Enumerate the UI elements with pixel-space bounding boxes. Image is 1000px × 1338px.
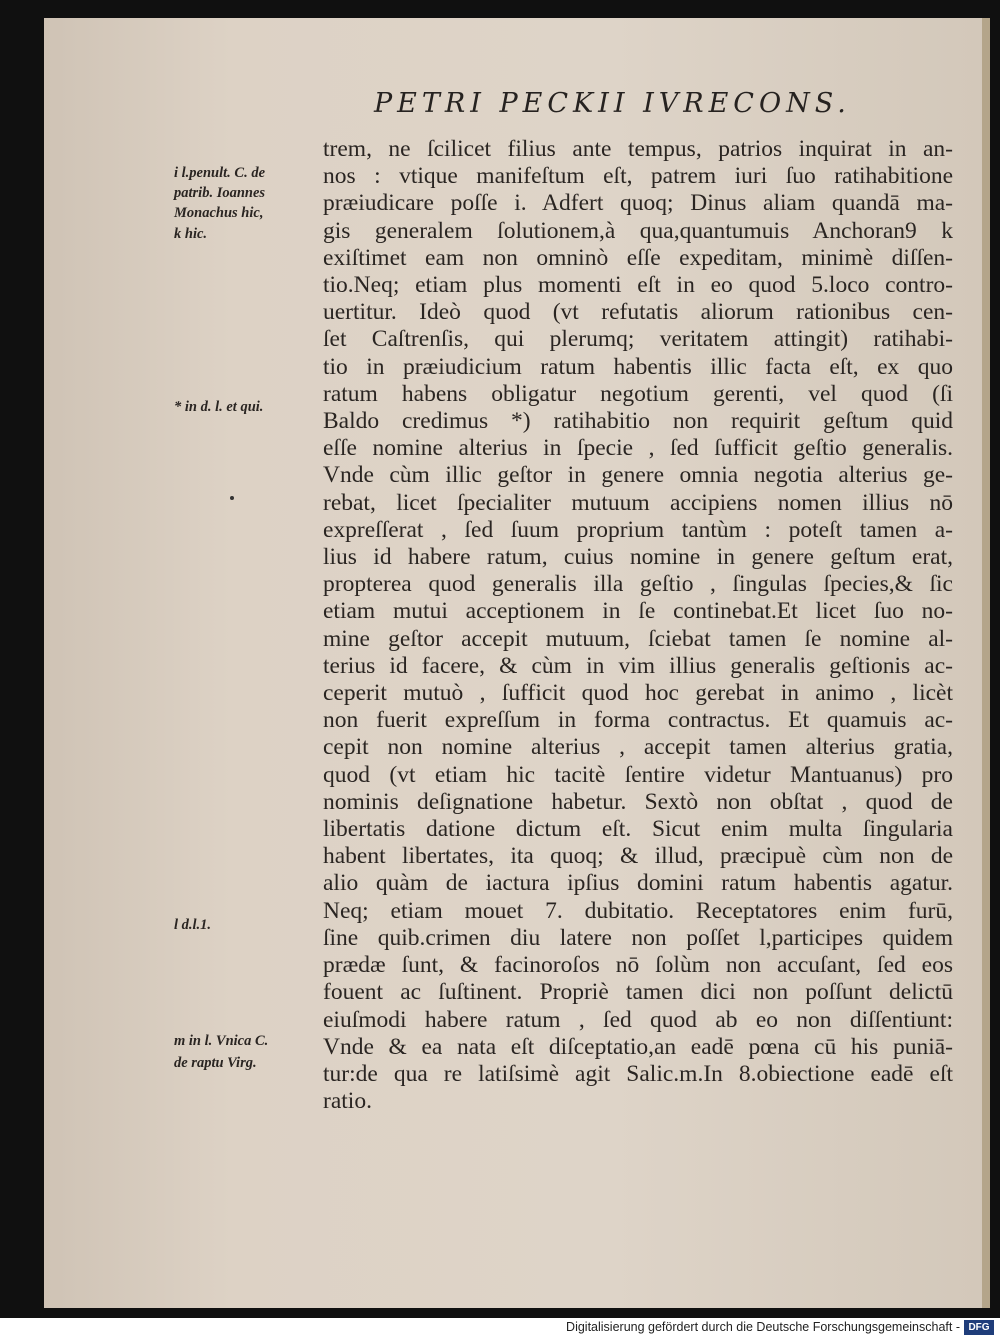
text-line: Baldo credimus *) ratihabitio non requirit geſtum quid [323, 408, 953, 435]
marginal-note: de raptu Virg. [174, 1055, 257, 1071]
text-line: Vnde & ea nata eſt diſceptatio,an eadē pœna cū his puniā- [323, 1033, 953, 1060]
text-line: rebat, licet ſpecialiter mutuum accipiens nomen illius nō [323, 489, 953, 516]
ink-dot [230, 496, 234, 500]
text-line: alio quàm de iactura ipſius domini ratum habentis agatur. [323, 870, 953, 897]
text-line: ratum habens obligatur negotium gerenti, vel quod (ſi [323, 380, 953, 407]
text-line: Neq; etiam mouet 7. dubitatio. Receptatores enim furū, [323, 897, 953, 924]
text-line: exiſtimet eam non omninò eſſe expeditam, minimè diſſen- [323, 244, 953, 271]
text-line: eſſe nomine alterius in ſpecie , ſed ſufficit geſtio generalis. [323, 435, 953, 462]
text-line: ſine quib.crimen diu latere non poſſet l,participes quidem [323, 924, 953, 951]
text-line: mine geſtor accepit mutuum, ſciebat tamen ſe nomine al- [323, 625, 953, 652]
text-line: prædæ ſunt, & facinoroſos nō ſolùm non accuſant, ſed eos [323, 952, 953, 979]
marginal-note: patrib. Ioannes [174, 185, 266, 201]
text-line: libertatis datione dictum eſt. Sicut enim multa ſingularia [323, 816, 953, 843]
marginal-note: i l.penult. C. de [174, 165, 266, 181]
running-head: PETRI PECKII IVRECONS. [374, 88, 851, 119]
text-line: tur:de qua re latiſsimè agit Salic.m.In 8.obiectione eadē eſt [323, 1060, 953, 1087]
text-line: etiam mutui acceptionem in ſe continebat.Et licet ſuo no- [323, 598, 953, 625]
marginal-note: l d.l.1. [174, 917, 212, 933]
text-line: Vnde cùm illic geſtor in genere omnia negotia alterius ge- [323, 462, 953, 489]
marginal-note: Monachus hic, [174, 205, 264, 221]
text-line: fouent ac ſuſtinent. Propriè tamen dici non poſſunt delictū [323, 979, 953, 1006]
text-line: ſet Caſtrenſis, qui plerumq; veritatem attingit) ratihabi- [323, 326, 953, 353]
text-line: gis generalem ſolutionem,à qua,quantumuis Anchoran9 k [323, 217, 953, 244]
text-line: propterea quod generalis illa geſtio , ſingulas ſpecies,& ſic [323, 571, 953, 598]
text-line: expreſſerat , ſed ſuum proprium tantùm : poteſt tamen a- [323, 516, 953, 543]
text-line: terius id facere, & cùm in vim illius generalis geſtionis ac- [323, 652, 953, 679]
text-line: eiuſmodi habere ratum , ſed quod ab eo non diſſentiunt: [323, 1006, 953, 1033]
book-page [44, 18, 990, 1308]
marginal-note: * in d. l. et qui. [174, 399, 264, 415]
text-line: tio in præiudicium ratum habentis illic facta eſt, ex quo [323, 353, 953, 380]
text-line: trem, ne ſcilicet filius ante tempus, patrios inquirat in an- [323, 136, 953, 162]
text-line: habent libertates, ita quoq; & illud, præcipuè cùm non de [323, 843, 953, 870]
text-line: ratio. [323, 1088, 372, 1115]
text-line: ceperit mutuò , ſufficit quod hoc gerebat in animo , licèt [323, 680, 953, 707]
text-line: nos : vtique manifeſtum eſt, patrem iuri ſuo ratihabitione [323, 163, 953, 190]
marginal-note: m in l. Vnica C. [174, 1033, 269, 1049]
marginal-note: k hic. [174, 226, 208, 242]
text-line: non fuerit expreſſum in forma contractus. Et quamuis ac- [323, 707, 953, 734]
text-line: præiudicare poſſe i. Adfert quoq; Dinus aliam quandā ma- [323, 190, 953, 217]
text-line: lius id habere ratum, cuius nomine in genere geſtum erat, [323, 544, 953, 571]
text-line: tio.Neq; etiam plus momenti eſt in eo quod 5.loco contro- [323, 272, 953, 299]
digitization-footer [0, 1318, 1000, 1338]
text-line: cepit non nomine alterius , accepit tamen alterius gratia, [323, 734, 953, 761]
text-line: quod (vt etiam hic tacitè ſentire videtur Mantuanus) pro [323, 761, 953, 788]
dfg-logo: DFG [964, 1320, 994, 1335]
footer-credit: Digitalisierung gefördert durch die Deutsche Forschungsgemeinschaft - [566, 1320, 960, 1334]
text-line: uertitur. Ideò quod (vt refutatis aliorum rationibus cen- [323, 299, 953, 326]
text-line: nominis deſignatione habetur. Sextò non obſtat , quod de [323, 788, 953, 815]
body-text [323, 136, 953, 1115]
